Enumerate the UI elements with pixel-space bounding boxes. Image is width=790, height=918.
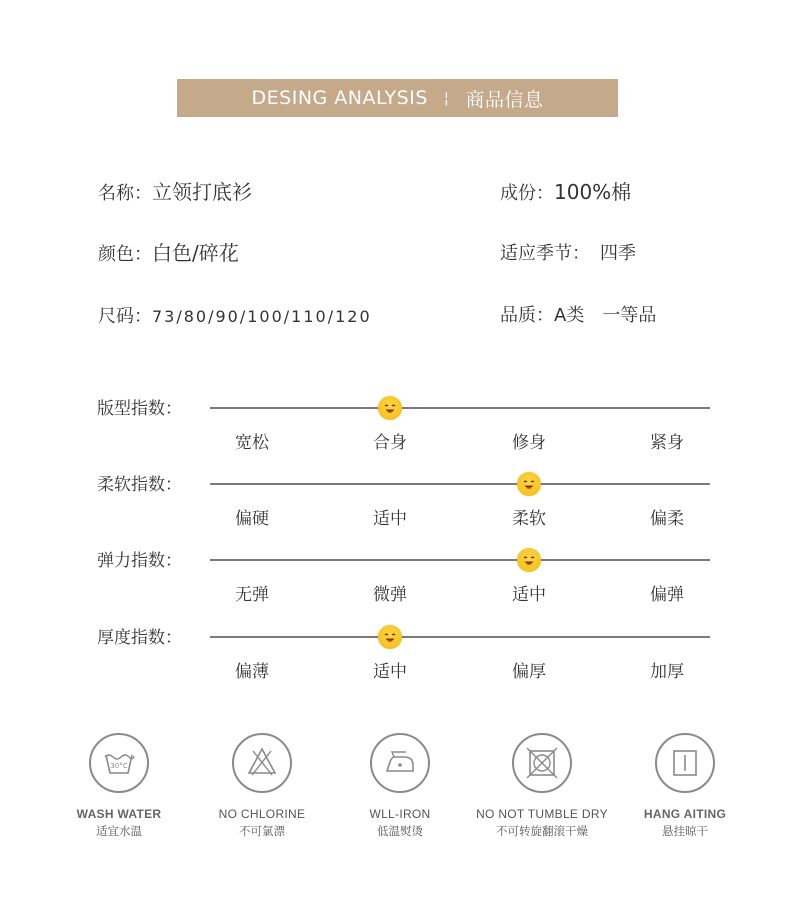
index-option: 合身 bbox=[373, 433, 407, 453]
care-iron bbox=[330, 733, 470, 839]
care-wash-en: WASH WATER bbox=[76, 807, 162, 821]
info-quality-label: 品质： bbox=[500, 305, 554, 326]
iron-icon bbox=[370, 733, 430, 793]
info-season bbox=[500, 239, 636, 265]
info-color-label: 颜色： bbox=[98, 244, 152, 265]
index-option: 适中 bbox=[512, 585, 546, 605]
info-color bbox=[98, 237, 239, 266]
index-option: 偏硬 bbox=[235, 509, 269, 529]
banner-title-cn: 商品信息 bbox=[465, 88, 544, 111]
smiley-marker-icon bbox=[378, 396, 402, 420]
index-option: 偏弹 bbox=[650, 585, 684, 605]
index-option: 紧身 bbox=[650, 433, 684, 453]
index-option: 适中 bbox=[373, 662, 407, 682]
index-option: 偏薄 bbox=[235, 662, 269, 682]
care-hang-dry-en: HANG AITING bbox=[643, 807, 727, 821]
info-material bbox=[500, 176, 631, 205]
index-track bbox=[210, 636, 710, 638]
care-no-bleach bbox=[192, 733, 332, 839]
hang-dry-icon bbox=[655, 733, 715, 793]
no-bleach-icon bbox=[232, 733, 292, 793]
info-color-value: 白色/碎花 bbox=[152, 241, 239, 265]
wash-temp-text: 30°C bbox=[110, 762, 128, 770]
index-option: 偏厚 bbox=[512, 662, 546, 682]
banner-separator: ¦ bbox=[443, 89, 450, 107]
wash-30-icon bbox=[89, 733, 149, 793]
care-wash bbox=[49, 733, 189, 839]
info-season-label: 适应季节： bbox=[500, 243, 590, 264]
info-quality-value: A类 一等品 bbox=[554, 305, 657, 326]
info-season-value: 四季 bbox=[600, 243, 636, 264]
info-name bbox=[98, 176, 252, 205]
index-option: 微弹 bbox=[373, 585, 407, 605]
no-tumble-dry-icon bbox=[512, 733, 572, 793]
care-no-tumble bbox=[472, 733, 612, 839]
index-option: 适中 bbox=[373, 509, 407, 529]
care-no-bleach-en: NO CHLORINE bbox=[218, 807, 306, 821]
index-option: 宽松 bbox=[235, 433, 269, 453]
info-name-value: 立领打底衫 bbox=[152, 180, 252, 204]
index-option: 修身 bbox=[512, 433, 546, 453]
info-size-label: 尺码： bbox=[98, 306, 152, 327]
index-label: 柔软指数： bbox=[97, 475, 182, 495]
info-material-value: 100%棉 bbox=[554, 180, 632, 204]
smiley-marker-icon bbox=[517, 472, 541, 496]
index-label: 弹力指数： bbox=[97, 551, 182, 571]
care-hang-dry-cn: 悬挂晾干 bbox=[662, 824, 708, 838]
index-option: 偏柔 bbox=[650, 509, 684, 529]
banner-title-en: DESING ANALYSIS bbox=[251, 87, 428, 109]
section-banner bbox=[177, 79, 618, 117]
index-track bbox=[210, 559, 710, 561]
care-iron-cn: 低温熨烫 bbox=[377, 824, 423, 838]
care-iron-en: WLL-IRON bbox=[369, 807, 431, 821]
info-material-label: 成份： bbox=[500, 183, 554, 204]
index-label: 版型指数： bbox=[97, 399, 182, 419]
smiley-marker-icon bbox=[378, 625, 402, 649]
index-option: 柔软 bbox=[512, 509, 546, 529]
care-no-tumble-cn: 不可转旋翻滚干燥 bbox=[496, 824, 588, 838]
info-size-value: 73/80/90/100/110/120 bbox=[152, 307, 372, 326]
index-label: 厚度指数： bbox=[97, 628, 182, 648]
index-track bbox=[210, 407, 710, 409]
index-option: 无弹 bbox=[235, 585, 269, 605]
info-quality bbox=[500, 301, 656, 327]
care-hang-dry bbox=[615, 733, 755, 839]
smiley-marker-icon bbox=[517, 548, 541, 572]
info-name-label: 名称： bbox=[98, 183, 152, 204]
info-size bbox=[98, 302, 372, 328]
care-wash-cn: 适宜水温 bbox=[96, 824, 142, 838]
care-no-bleach-cn: 不可氯漂 bbox=[239, 824, 285, 838]
care-no-tumble-en: NO NOT TUMBLE DRY bbox=[476, 807, 608, 821]
index-track bbox=[210, 483, 710, 485]
index-option: 加厚 bbox=[650, 662, 684, 682]
